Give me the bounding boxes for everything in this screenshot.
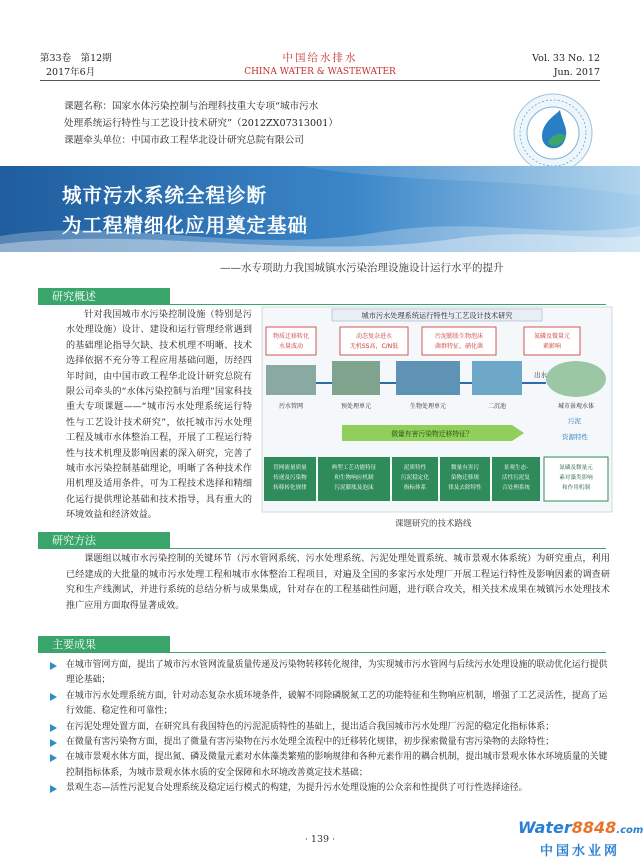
arrow-bullet-icon: [50, 724, 57, 732]
project-line-1: 课题名称：国家水体污染控制与治理科技重大专项“城市污水: [64, 101, 319, 112]
diagram-top-box-4-line-2: 素影响: [542, 343, 562, 350]
diagram-bottom-box-3-line-1: 泥质特性: [403, 465, 427, 471]
diagram-top-box-2-line-2: 无机SS高，C/N低: [349, 343, 399, 350]
methods-text: 课题组以城市水污染控制的关键环节（污水管网系统、污水处理系统、污泥处理处置系统、城市景观水体系统）为研究重点，利用已经建成的大批量的城市污水处理工程和城市水体整治工程项目，对遍及全国的多家污水处理厂开展工程运行特性及影响因素的调查研究和生产线测试，并进行系统的总结分析与成果集成，针对存在的工程基础性问题，进行联合攻关，相关技术成果在城镇污水处理技术推广应用方面取得显著成效。: [66, 554, 610, 611]
diagram-top-box-1-line-1: 物质迁移转化: [272, 333, 310, 340]
water-project-logo: [512, 92, 594, 174]
diagram-station-3: 生物处理单元: [409, 403, 447, 410]
watermark-domain: .com: [616, 825, 643, 836]
overview-paragraph: [66, 308, 252, 524]
banner-background: [0, 166, 640, 252]
diagram-top-box-3-line-2: 菌群特征，硝化菌: [434, 343, 484, 350]
diagram-top-box-2-line-1: 动态复杂进水: [355, 333, 393, 340]
page-subtitle: ——水专项助力我国城镇水污染治理设施设计运行水平的提升: [220, 262, 504, 274]
arrow-bullet-icon: [50, 693, 57, 701]
diagram-bottom-box-6-line-2: 素对藻类影响: [559, 475, 593, 481]
journal-title: [220, 50, 420, 77]
diagram-bottom-box-1-line-3: 转移转化规律: [273, 485, 307, 491]
diagram-bottom-box-5-line-1: 景观生态-: [503, 465, 529, 471]
result-item: [50, 750, 610, 781]
result-item: [50, 735, 610, 750]
result-text: 在城市景观水体方面，提出氮、磷及微量元素对水体藻类繁殖的影响规律和各种元素作用的耦合机制，提出城市景观水体水环境质量的关键控制指标体系，为城市景观水体水质的安全保障和水环境改善奠定技术基础；: [66, 752, 608, 778]
result-text: 在微量有害污染物方面，提出了微量有害污染物在污水处理全流程中的迁移转化规律，初步探索微量有害污染物的去除特性；: [66, 737, 555, 748]
diagram-station-1: 污水管网: [278, 403, 304, 410]
overview-text: 针对我国城市水污染控制设施（特别是污水处理设施）设计、建设和运行管理经常遇到的基础理论指导欠缺、技术机理不明晰、技术选择依据不充分等工程应用基础问题，历经四年时间，由中国市政工程华北设计研究总院有限公司牵头的“水体污染控制与治理”国家科技重大专项课题——“城市污水处理系统运行特性与工艺设计技术研究”，依托城市污水处理工程及城市水体整治工程，开展了工程运行特性与技术机理及影响因素的深入研究，完善了城市水污染控制基础理论，明晰了各种技术作用机理及适用条件，可为工程技术选择和精细化运行提供理论基础和技术指导，具有重大的环境效益和经济效益。: [66, 310, 252, 521]
diagram-title: 城市污水处理系统运行特性与工艺设计技术研究: [361, 311, 513, 320]
diagram-bottom-box-3-line-3: 指标体系: [403, 485, 427, 491]
project-line-3: 课题牵头单位：中国市政工程华北设计研究总院有限公司: [64, 135, 304, 146]
diagram-station-4: 二沉池: [487, 403, 507, 410]
arrow-bullet-icon: [50, 739, 57, 747]
diagram-station-2: 预处理单元: [340, 403, 372, 410]
result-text: 在污泥处理处置方面，在研究具有我国特色的污泥泥质特性的基础上，提出适合我国城市污水处理厂污泥的稳定化指标体系；: [66, 721, 555, 732]
volume-info: [40, 52, 112, 80]
journal-name-cn: 中国给水排水: [282, 52, 358, 64]
volume-issue-en: Vol. 33 No. 12: [532, 53, 600, 64]
page-number: · 139 ·: [304, 834, 336, 845]
section-heading-overview: 研究概述: [38, 288, 170, 305]
project-line-2: 处理系统运行特性与工艺设计技术研究”（2012ZX07313001）: [64, 118, 338, 129]
result-item: [50, 720, 610, 735]
diagram-top-box-3-line-1: 污泥膨胀生物泡沫: [434, 333, 484, 340]
diagram-bottom-box-4-line-2: 染物迁移规: [451, 475, 479, 481]
diagram-bottom-box-1-line-1: 管网流量质量: [273, 465, 307, 471]
result-item: [50, 781, 610, 796]
diagram-bottom-box-5-line-3: 合处理系统: [502, 485, 530, 491]
section-heading-methods: 研究方法: [38, 532, 170, 549]
result-text: 在城市污水处理系统方面，针对动态复杂水质环境条件，破解不同除磷脱氮工艺的功能特征和生物响应机制，增强了工艺灵活性，提高了运行效能、稳定性和可靠性；: [66, 690, 608, 717]
diagram-bottom-box-2-line-3: 污泥膨胀及泡沫: [334, 485, 374, 491]
result-item: [50, 689, 610, 720]
diagram-outlet-label: 出水: [534, 371, 547, 379]
issue-date: 2017年6月: [46, 67, 96, 78]
issue-date-en: Jun. 2017: [553, 67, 600, 78]
result-text: 景观生态—活性污泥复合处理系统及稳定运行模式的构建，为提升污水处理设施的公众亲和性提供了可行性选择途径。: [66, 783, 528, 794]
results-list: [50, 658, 610, 797]
diagram-bottom-box-6-line-3: 和作用机制: [562, 485, 590, 491]
diagram-sludge-label: 污泥: [568, 417, 581, 425]
header-rule: [40, 80, 600, 81]
diagram-bottom-box-3-line-2: 污泥稳定化: [401, 475, 429, 481]
diagram-station-5: 城市景观水体: [557, 403, 595, 410]
technical-route-diagram: [262, 307, 612, 512]
result-text: 在城市管网方面，提出了城市污水管网流量质量传递及污染物转移转化规律，为实现城市污水管网与后续污水处理设施的联动优化运行提供理论基础；: [66, 660, 608, 686]
arrow-bullet-icon: [50, 785, 57, 793]
diagram-top-box-1-line-2: 水量波动: [278, 343, 304, 350]
diagram-mid-label: 微量有害污染物迁移特征？: [391, 430, 473, 438]
diagram-top-box-4-line-1: 氮磷及微量元: [533, 333, 571, 340]
diagram-bottom-box-4-line-1: 微量有害污: [451, 465, 479, 471]
journal-name-en: CHINA WATER & WASTEWATER: [244, 67, 396, 77]
diagram-bottom-box-4-line-3: 律及去除特性: [448, 485, 482, 491]
title-banner: [0, 166, 640, 252]
watermark-number: 8848: [571, 818, 617, 837]
watermark-site-name: 中国水业网: [540, 844, 621, 859]
section-heading-results: 主要成果: [38, 636, 170, 653]
volume-issue: 第33卷 第12期: [40, 53, 112, 64]
volume-info-en: [532, 52, 600, 80]
watermark-logo: [518, 818, 643, 837]
project-info: [64, 98, 504, 149]
page-title-line-1: 城市污水系统全程诊断: [62, 184, 268, 207]
result-item: [50, 658, 610, 689]
watermark-word: Water: [518, 818, 572, 837]
diagram-mid-right-label: 资源特性: [562, 433, 588, 441]
arrow-bullet-icon: [50, 662, 57, 670]
diagram-bottom-box-6-line-1: 氮磷及微量元: [559, 465, 593, 471]
diagram-bottom-box-2-line-1: 典型工艺功能特征: [331, 465, 377, 471]
methods-paragraph: [66, 552, 610, 614]
diagram-bottom-box-1-line-2: 传递及污染物: [273, 475, 307, 481]
page-title-line-2: 为工程精细化应用奠定基础: [62, 214, 309, 237]
diagram-bottom-box-2-line-2: 和生物响应机制: [334, 475, 374, 481]
arrow-bullet-icon: [50, 754, 57, 762]
diagram-bottom-box-5-line-2: 活性污泥复: [502, 475, 530, 481]
diagram-caption: 课题研究的技术路线: [395, 519, 472, 529]
